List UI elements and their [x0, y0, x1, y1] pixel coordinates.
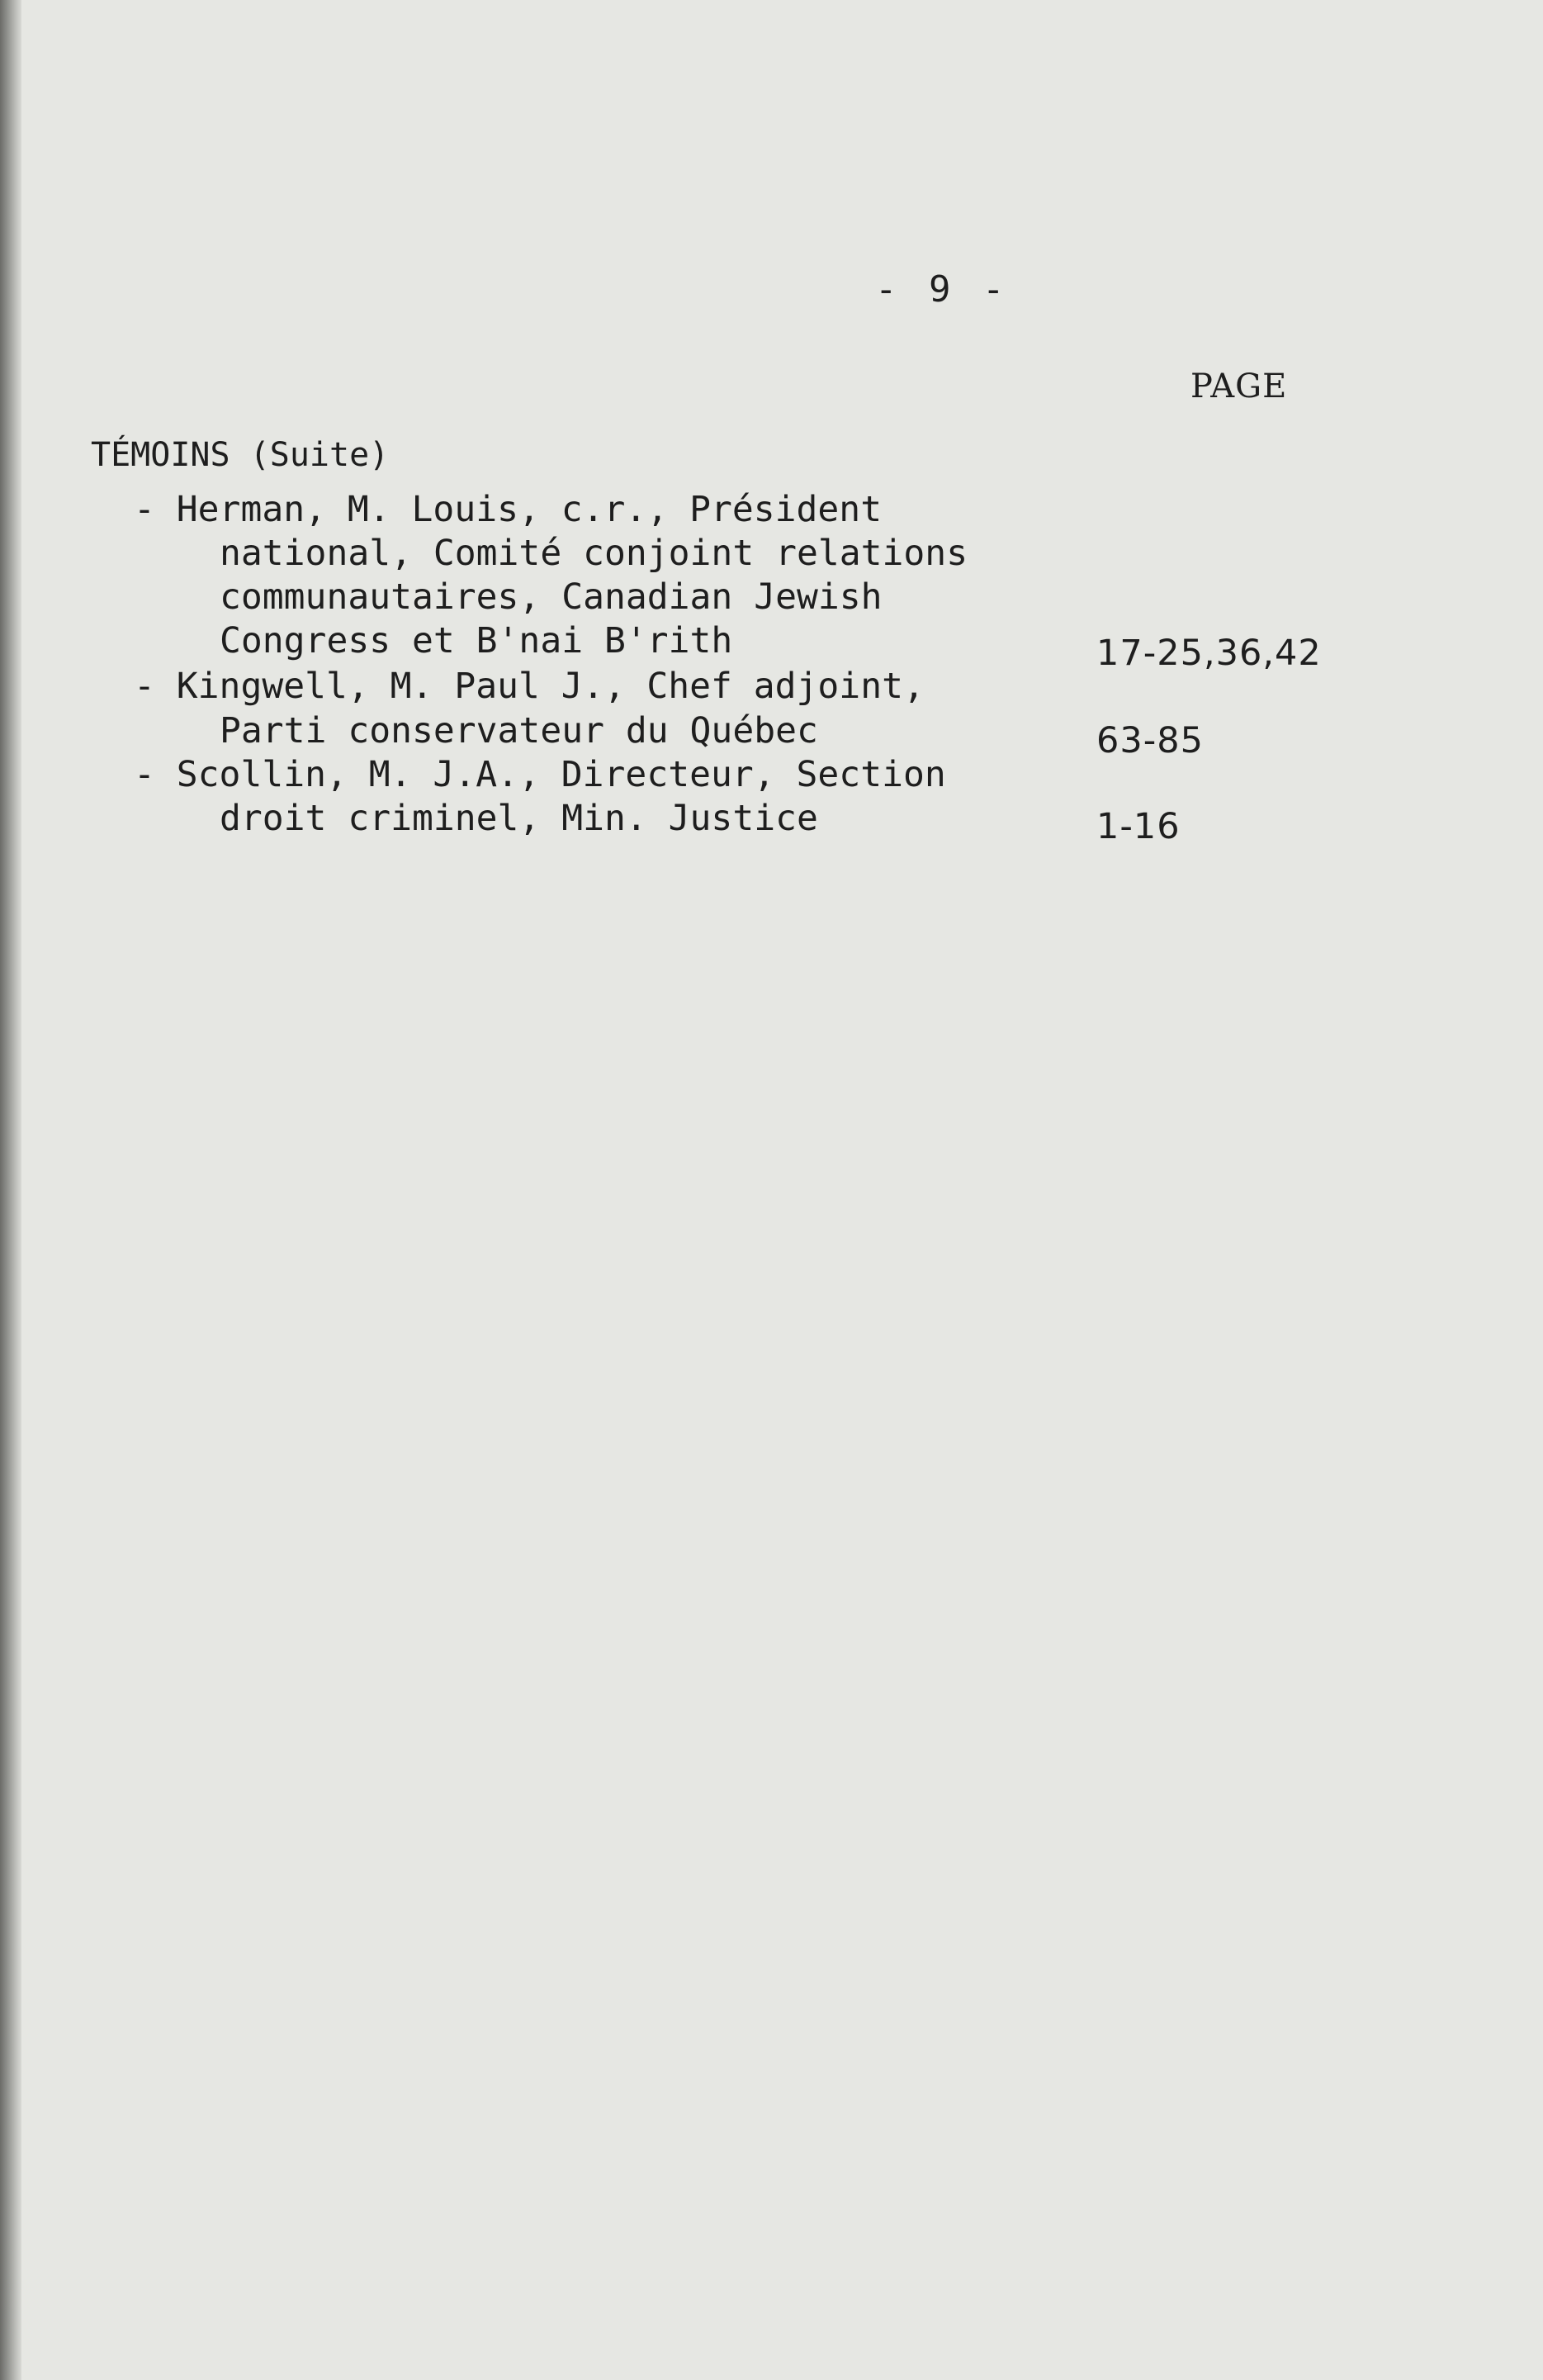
witness-scollin-pages: 1-16 — [1096, 806, 1181, 847]
witness-herman-line-3: communautaires, Canadian Jewish — [220, 576, 883, 618]
page-number: - 9 - — [875, 268, 1010, 311]
page-column-header: PAGE — [1190, 367, 1288, 405]
witness-herman-line-4: Congress et B'nai B'rith — [220, 620, 733, 661]
witness-herman-pages: 17-25,36,42 — [1096, 633, 1322, 674]
witness-herman-line-1: - Herman, M. Louis, c.r., Président — [134, 489, 883, 530]
witness-kingwell-pages: 63-85 — [1096, 720, 1204, 761]
witness-kingwell-line-2: Parti conservateur du Québec — [220, 710, 818, 751]
witness-scollin-line-1: - Scollin, M. J.A., Directeur, Section — [134, 754, 946, 795]
witness-scollin-line-2: droit criminel, Min. Justice — [220, 798, 818, 839]
witness-herman-line-2: national, Comité conjoint relations — [220, 533, 968, 574]
binding-edge — [0, 0, 21, 2380]
section-title: TÉMOINS (Suite) — [91, 436, 390, 474]
witness-kingwell-line-1: - Kingwell, M. Paul J., Chef adjoint, — [134, 666, 925, 707]
